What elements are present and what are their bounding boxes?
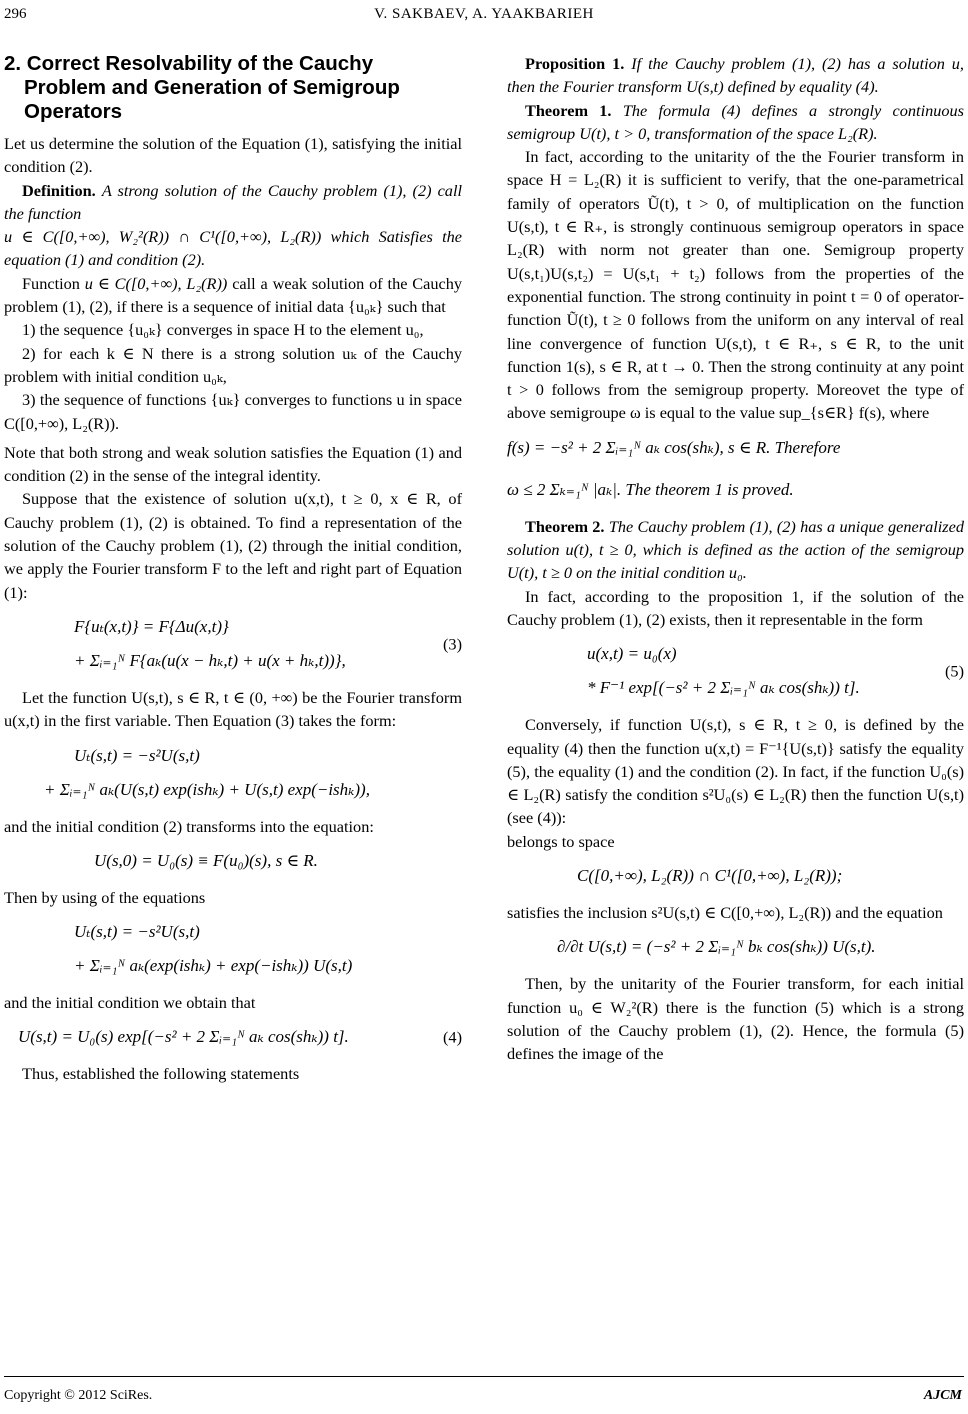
equation-omega-body: ω ≤ 2 Σₖ₌₁ᴺ |aₖ|. The theorem 1 is proved. xyxy=(507,479,794,499)
theorem-1 xyxy=(507,99,964,146)
weak-solution-paragraph xyxy=(4,272,462,319)
paragraph-fact-2: In fact, according to the proposition 1, if the solution of the Cauchy problem (1), (2) exists, then it representable in the form xyxy=(507,586,964,629)
equation-4-body: U(s,t) = U₀(s) exp[(−s² + 2 Σᵢ₌₁ᴺ aₖ cos(shₖ)) t]. xyxy=(18,1027,349,1047)
list-item-2: 2) for each k ∈ N there is a strong solution uₖ of the Cauchy problem with initial condition u₀ₖ, xyxy=(4,343,462,386)
equation-space xyxy=(507,859,964,893)
equation-f-body: f(s) = −s² + 2 Σᵢ₌₁ᴺ aₖ cos(shₖ), s ∈ R. Therefore xyxy=(507,437,841,457)
equation-3-line-1: F{uₜ(x,t)} = F{Δu(x,t)} xyxy=(74,616,229,636)
weak-intro: Function xyxy=(22,273,80,293)
paragraph-suppose: Suppose that the existence of solution u(x,t), t ≥ 0, x ∈ R, of Cauchy problem (1), (2) is obtained. To find a representation of the solution of the Cauchy problem (1), (2) through the initial condition, we apply the Fourier transform F to the left and right part of Equation (1): xyxy=(4,489,462,602)
copyright: Copyright © 2012 SciRes. xyxy=(4,1388,153,1403)
equation-pde-body: ∂/∂t U(s,t) = (−s² + 2 Σᵢ₌₁ᴺ bₖ cos(shₖ)) U(s,t). xyxy=(557,937,876,957)
equation-f xyxy=(507,431,964,465)
equation-5 xyxy=(507,637,964,705)
theorem-1-text: The formula (4) defines a strongly continuous semigroup U(t), t > 0, transformation of the space L₂(R). xyxy=(507,100,964,143)
right-column xyxy=(507,52,964,1066)
paragraph-note: Note that both strong and weak solution satisfies the Equation (1) and condition (2) in the sense of the integral identity. xyxy=(4,442,462,486)
paragraph-let: Let the function U(s,t), s ∈ R, t ∈ (0, +∞) be the Fourier transform u(x,t) in the first variable. Then Equation (3) takes the form: xyxy=(4,687,462,731)
paragraph-belongs: belongs to space xyxy=(507,831,615,851)
proposition-label: Proposition 1. xyxy=(525,54,625,73)
equation-5-line-2: * F⁻¹ exp[(−s² + 2 Σᵢ₌₁ᴺ aₖ cos(shₖ)) t]. xyxy=(587,678,860,698)
theorem-2-label: Theorem 2. xyxy=(525,516,605,536)
weak-formula: u ∈ C([0,+∞), L₂(R)) xyxy=(84,273,228,293)
equation-4-number: (4) xyxy=(443,1027,462,1047)
definition-tail: which Satisfies the equation (1) and condition (2). xyxy=(4,227,462,270)
equation-initial-body: U(s,0) = U₀(s) ≡ F(u₀)(s), s ∈ R. xyxy=(94,850,318,870)
paragraph-then: Then by using of the equations xyxy=(4,887,206,907)
theorem-2 xyxy=(507,515,964,585)
equation-system-line-1: Uₜ(s,t) = −s²U(s,t) xyxy=(74,922,200,942)
page-header xyxy=(0,6,968,28)
equation-3-line-2: + Σᵢ₌₁ᴺ F{aₖ(u(x − hₖ,t) + u(x + hₖ,t))}, xyxy=(74,650,346,670)
equation-transformed-line-1: Uₜ(s,t) = −s²U(s,t) xyxy=(74,745,200,765)
running-authors: V. SAKBAEV, A. YAAKBARIEH xyxy=(374,6,594,22)
footer-rule xyxy=(4,1376,964,1377)
equation-initial xyxy=(4,844,462,878)
paragraph-initial: and the initial condition (2) transforms into the equation: xyxy=(4,816,374,836)
paragraph-fact-1: In fact, according to the unitarity of the the Fourier transform in space H = L₂(R) it is sufficient to verify, that the one-parametrical family of operators Ũ(t), t > 0, of multiplication on the function U(s,t), t ∈ R₊, is strongly continuous semigroup operators in space L₂(R) with norm not greater than one. Semigroup property U(s,t₁)U(s,t₂) = U(s,t₁ + t₂) follows from the properties of the exponential function. The strong continuity in point t = 0 of operator-function Ũ(t), t ≥ 0 follows from the uniform on any interval of real line convergence of function U(s,t), t ∈ R₊, s ∈ R, to the unit function 1(s), s ∈ R, at t → 0. Then the strong continuity at any point t > 0 follows from the semigroup property. Moreovet the type of above semigroupe ω is equal to the value sup_{s∈R} f(s), where xyxy=(507,147,964,423)
definition-label: Definition. xyxy=(22,180,96,200)
paragraph-obtain: and the initial condition we obtain that xyxy=(4,993,256,1013)
equation-system-line-2: + Σᵢ₌₁ᴺ aₖ(exp(ishₖ) + exp(−ishₖ)) U(s,t) xyxy=(74,956,353,976)
equation-transformed xyxy=(4,739,462,807)
paragraph-intro: Let us determine the solution of the Equation (1), satisfying the initial condition (2). xyxy=(4,134,462,177)
left-column xyxy=(4,52,462,1086)
theorem-2-text: The Cauchy problem (1), (2) has a unique generalized solution u(t), t ≥ 0, which is defined as the action of the semigroup U(t), t ≥ 0 on the initial condition u₀. xyxy=(507,516,964,583)
definition-text: A strong solution of the Cauchy problem (1), (2) call the function xyxy=(4,180,462,223)
list-item-1: 1) the sequence {u₀ₖ} converges in space H to the element u₀, xyxy=(22,320,424,340)
theorem-1-label: Theorem 1. xyxy=(525,100,612,120)
section-title-line-3: Operators xyxy=(24,100,122,123)
equation-5-number: (5) xyxy=(945,661,964,681)
equation-3-number: (3) xyxy=(443,634,462,654)
equation-omega xyxy=(507,473,964,507)
equation-3 xyxy=(4,610,462,678)
equation-transformed-line-2: + Σᵢ₌₁ᴺ aₖ(U(s,t) exp(ishₖ) + U(s,t) exp(−ishₖ)), xyxy=(44,779,370,799)
section-title xyxy=(4,52,462,124)
equation-4 xyxy=(4,1020,462,1054)
definition-formula-line xyxy=(4,225,462,272)
journal-abbrev: AJCM xyxy=(923,1388,962,1403)
definition xyxy=(4,179,462,226)
paragraph-thus: Thus, established the following statements xyxy=(22,1064,300,1084)
section-title-line-2: Problem and Generation of Semigroup xyxy=(24,76,400,99)
section-title-line-1: 2. Correct Resolvability of the Cauchy xyxy=(4,52,374,75)
equation-system xyxy=(4,915,462,983)
list-item-3: 3) the sequence of functions {uₖ} converges to functions u in space C([0,+∞), L₂(R)). xyxy=(4,390,462,433)
paragraph-conversely: Conversely, if function U(s,t), s ∈ R, t ≥ 0, is defined by the equality (4) then the function u(x,t) = F⁻¹{U(s,t)} satisfy the equality (5), the equality (1) and the condition (2). In fact, if the function U₀(s) ∈ L₂(R) satisfy the condition s²U₀(s) ∈ L₂(R) then the function U(s,t) (see (4)): xyxy=(507,715,964,828)
paragraph-satisfies: satisfies the inclusion s²U(s,t) ∈ C([0,+∞), L₂(R)) and the equation xyxy=(507,903,943,923)
proposition-1 xyxy=(507,52,964,99)
equation-pde xyxy=(507,930,964,964)
equation-5-line-1: u(x,t) = u₀(x) xyxy=(587,644,677,664)
definition-formula: u ∈ C([0,+∞), W₂²(R)) ∩ C¹([0,+∞), L₂(R)) xyxy=(4,227,322,247)
page-number: 296 xyxy=(4,6,27,22)
proposition-text: If the Cauchy problem (1), (2) has a solution u, then the Fourier transform U(s,t) defined by equality (4). xyxy=(507,54,965,97)
weak-text: call a weak solution of the Cauchy problem (1), (2), if there is a sequence of initial data {u₀ₖ} such that xyxy=(4,273,463,317)
equation-space-body: C([0,+∞), L₂(R)) ∩ C¹([0,+∞), L₂(R)); xyxy=(577,866,843,886)
paragraph-final: Then, by the unitarity of the Fourier transform, for each initial function u₀ ∈ W₂²(R) there is the function (5) which is a strong solution of the Cauchy problem (1), (2). Hence, the formula (5) defines the image of the xyxy=(507,974,964,1064)
